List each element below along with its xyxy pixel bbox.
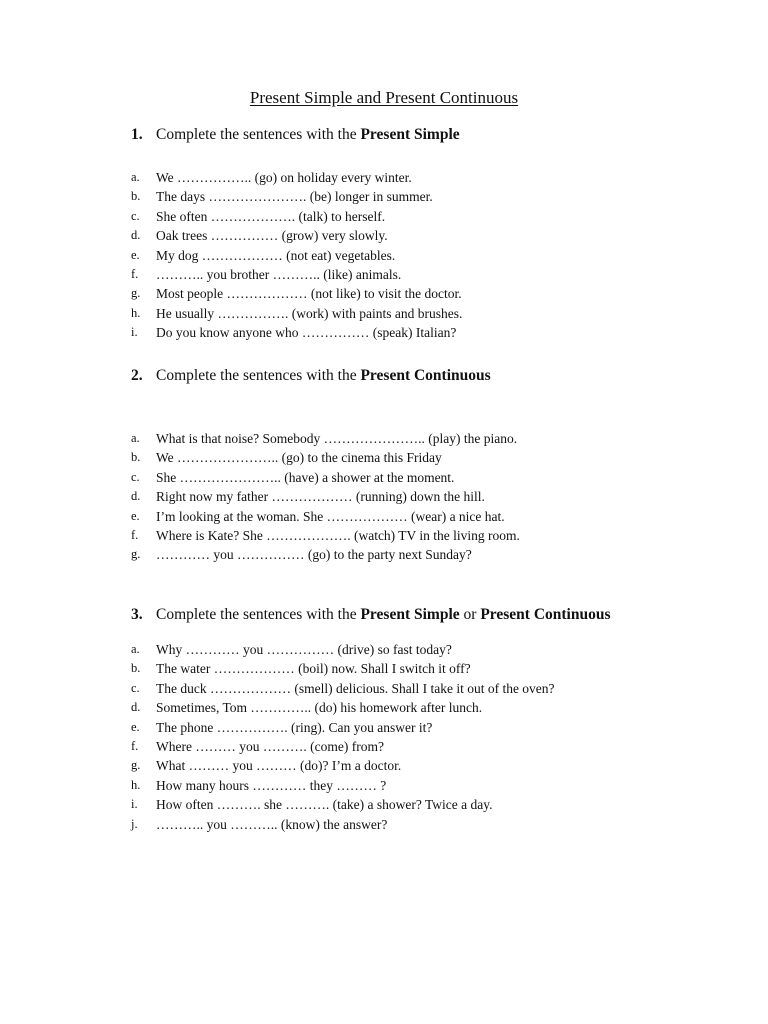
item-letter: a. [131,642,140,656]
item-letter: c. [131,469,140,484]
item-letter: e. [131,508,140,523]
sentence-text: Right now my father ……………… (running) down the hill. [156,489,485,505]
list-item [131,304,651,323]
sentence-text: Where is Kate? She ………………. (watch) TV in the living room. [156,527,520,543]
list-item [131,698,651,717]
heading-connector: or [459,606,481,623]
heading-text: Complete the sentences with the [156,606,361,623]
list-item [131,207,651,226]
sentence-text: ……….. you ……….. (know) the answer? [156,816,388,832]
heading-tense: Present Continuous [360,367,491,384]
item-letter: i. [131,325,138,340]
sentence-text: The phone ……………. (ring). Can you answer it? [156,719,433,735]
list-item [131,246,651,265]
section-heading [131,365,651,387]
sentence-text: The duck ……………… (smell) delicious. Shall I take it out of the oven? [156,680,555,696]
section-number: 1. [131,126,143,143]
list-item [131,679,651,698]
sentence-text: We ………………….. (go) to the cinema this Friday [156,450,442,466]
exercise-section-1 [131,124,651,343]
sentence-text: Sometimes, Tom ………….. (do) his homework after lunch. [156,700,483,716]
heading-tense: Present Simple [360,606,460,623]
list-item [131,815,651,834]
item-letter: g. [131,758,141,773]
heading-tense: Present Simple [360,126,460,143]
list-item [131,795,651,814]
item-letter: h. [131,305,141,320]
sentence-text: Oak trees …………… (grow) very slowly. [156,228,388,244]
item-letter: a. [131,170,140,184]
heading-text: Complete the sentences with the [156,126,361,143]
list-item [131,526,651,545]
list-item [131,507,651,526]
list-item [131,718,651,737]
sentence-text: How many hours ………… they ……… ? [156,777,387,793]
sentence-text: What ……… you ……… (do)? I’m a doctor. [156,758,402,774]
list-item [131,545,651,564]
sentence-text: The days …………………. (be) longer in summer. [156,189,433,205]
item-letter: c. [131,208,140,223]
section-heading [131,124,651,146]
sentence-text: My dog ……………… (not eat) vegetables. [156,247,396,263]
item-letter: d. [131,228,141,243]
list-item [131,265,651,284]
sentence-text: The water ……………… (boil) now. Shall I switch it off? [156,661,471,677]
exercise-section-2 [131,365,651,565]
section-number: 3. [131,606,143,623]
section-number: 2. [131,367,143,384]
exercise-section-3 [131,604,651,834]
item-letter: c. [131,680,140,695]
heading-tense-2: Present Continuous [480,606,611,623]
item-letter: b. [131,661,141,676]
sentence-text: Why ………… you …………… (drive) so fast today? [156,642,452,657]
sentence-list [131,640,651,834]
heading-text: Complete the sentences with the [156,367,361,384]
sentence-list [131,429,651,565]
list-item [131,323,651,342]
sentence-text: How often ………. she ………. (take) a shower? Twice a day. [156,797,493,813]
sentence-text: I’m looking at the woman. She ……………… (wear) a nice hat. [156,508,505,524]
list-item [131,737,651,756]
sentence-text: ………… you …………… (go) to the party next Sunday? [156,547,472,563]
sentence-text: Do you know anyone who …………… (speak) Italian? [156,325,457,341]
item-letter: b. [131,189,141,204]
page-title: Present Simple and Present Continuous [249,88,519,107]
list-item [131,187,651,206]
sentence-text: We …………….. (go) on holiday every winter. [156,170,412,185]
sentence-text: Most people ……………… (not like) to visit the doctor. [156,286,462,302]
item-letter: e. [131,719,140,734]
sentence-text: Where ……… you ………. (come) from? [156,738,384,754]
list-item [131,468,651,487]
item-letter: f. [131,738,139,753]
list-item [131,487,651,506]
list-item [131,640,651,659]
item-letter: b. [131,450,141,465]
sentence-text: ……….. you brother ……….. (like) animals. [156,266,402,282]
sentence-text: He usually ……………. (work) with paints and brushes. [156,305,463,321]
item-letter: f. [131,266,139,281]
list-item [131,756,651,775]
item-letter: g. [131,286,141,301]
list-item [131,776,651,795]
item-letter: i. [131,797,138,812]
list-item [131,429,651,448]
list-item [131,226,651,245]
sentence-text: She ………………….. (have) a shower at the moment. [156,469,455,485]
item-letter: a. [131,431,140,445]
item-letter: j. [131,816,138,831]
list-item [131,284,651,303]
sentence-text: What is that noise? Somebody ………………….. (play) the piano. [156,431,518,446]
item-letter: g. [131,547,141,562]
item-letter: f. [131,527,139,542]
list-item [131,168,651,187]
list-item [131,448,651,467]
list-item [131,659,651,678]
item-letter: d. [131,489,141,504]
sentence-list [131,168,651,343]
item-letter: e. [131,247,140,262]
section-heading [131,604,651,626]
item-letter: d. [131,700,141,715]
item-letter: h. [131,777,141,792]
sentence-text: She often ………………. (talk) to herself. [156,208,386,224]
